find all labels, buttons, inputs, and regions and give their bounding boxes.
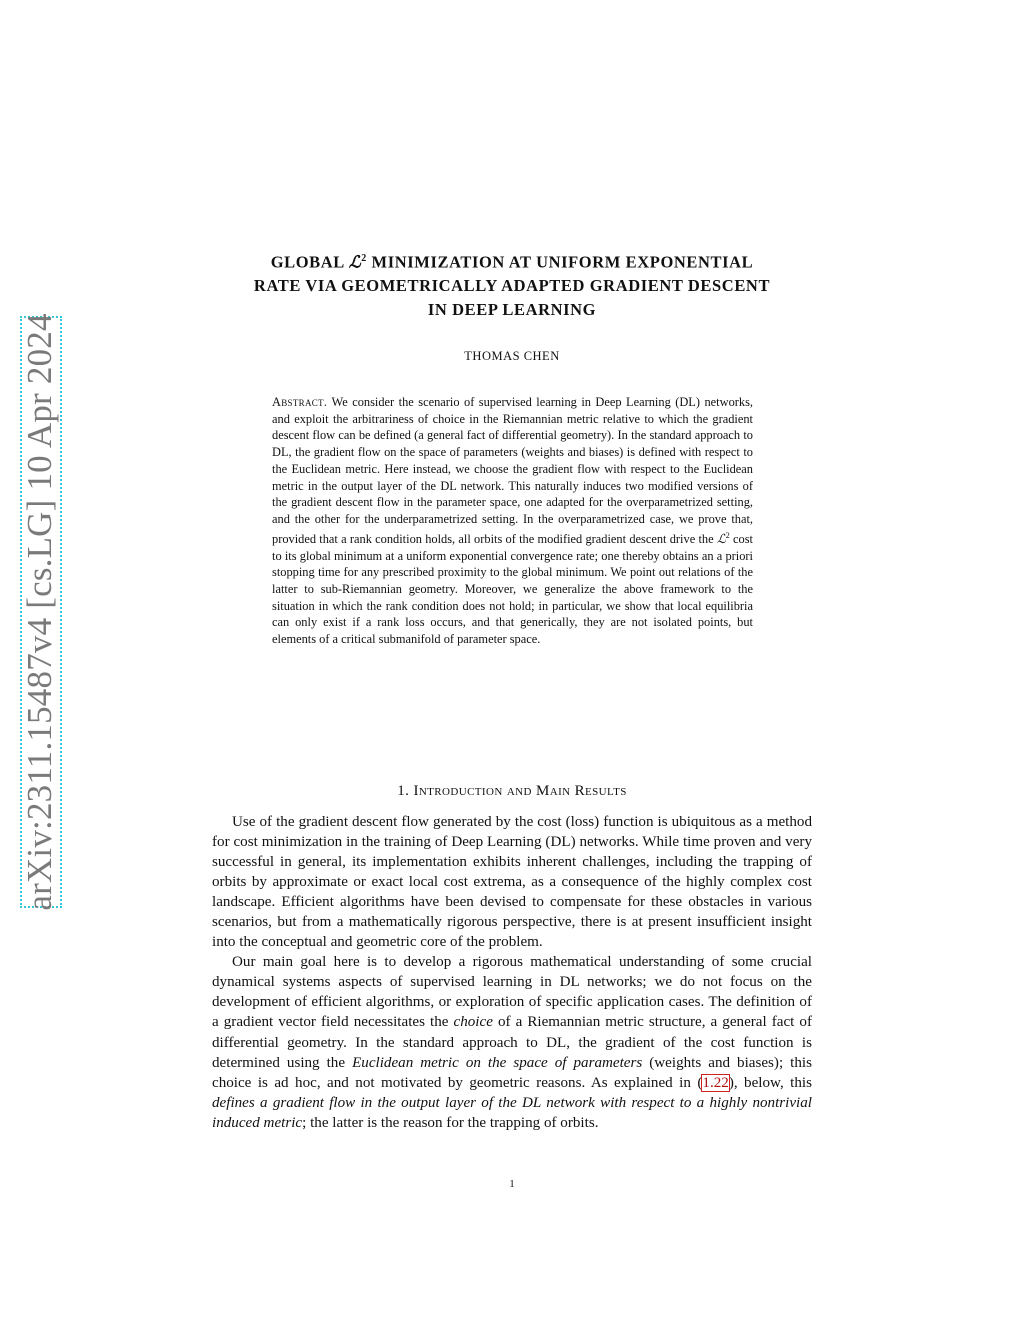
title-line-3: IN DEEP LEARNING — [427, 299, 597, 319]
equation-ref-link[interactable]: 1.22 — [702, 1074, 729, 1091]
abstract-symbol: ℒ — [716, 531, 726, 546]
abstract-label: Abstract. — [272, 395, 328, 409]
title-line-2: RATE VIA GEOMETRICALLY ADAPTED GRADIENT DESCENT — [253, 276, 771, 295]
paper-title — [200, 247, 824, 321]
abstract-text-2: cost to its global minimum at a uniform exponential convergence rate; one thereby obtains an a priori stopping time for any prescribed proximity to the global minimum. We point out relations of the latter to sub-Riemannian geometry. Moreover, we generalize the above framework to the situation in which the rank condition does not hold; in particular, we show that local equilibria can only exist if a rank loss occurs, and that generically, they are not isolated points, but elements of a critical submanifold of parameter space. — [272, 531, 753, 647]
title-symbol: ℒ — [348, 252, 362, 272]
arxiv-stamp: arXiv:2311.15487v4 [cs.LG] 10 Apr 2024 — [20, 313, 59, 911]
section-number: 1. — [397, 783, 410, 799]
page-number: 1 — [509, 1178, 515, 1190]
section-heading — [0, 783, 1024, 800]
p2-emph-choice: choice — [453, 1014, 493, 1031]
paragraph-1: Use of the gradient descent flow generated by the cost (loss) function is ubiquitous as a method for cost minimization in the training of Deep Learning (DL) networks. While time proven and very successful in general, its implementation exhibits inherent challenges, including the trapping of orbits by approximate or exact local cost extrema, as a consequence of the highly complex cost landscape. Efficient algorithms have been devised to compensate for these obstacles in various scenarios, but from a mathematically rigorous perspective, there is at present insufficient insight into the conceptual and geometric core of the problem. — [212, 814, 812, 951]
p2-text-b: of a Riemannian metric structure, a general fact of differential geometry. In the standard approach to DL, the gradient of the cost function is determined using the — [212, 1014, 812, 1071]
abstract-text-1: We consider the scenario of supervised learning in Deep Learning (DL) networks, and exploit the arbitrariness of choice in the Riemannian metric relative to which the gradient descent flow can be defined (a general fact of differential geometry). In the standard approach to DL, the gradient flow on the space of parameters (weights and biases) is defined with respect to the Euclidean metric. Here instead, we choose the gradient flow with respect to the Euclidean metric in the output layer of the DL network. This naturally induces two modified versions of the gradient descent flow in the parameter space, one adapted for the overparametrized setting, and the other for the underparametrized setting. In the overparametrized case, we prove that, provided that a rank condition holds, all orbits of the modified gradient descent drive the — [272, 395, 753, 546]
abstract — [272, 394, 753, 648]
p2-text-c: (weights and biases); this choice is ad hoc, and not motivated by geometric reasons. As explained in ( — [212, 1054, 812, 1091]
author-name: THOMAS CHEN — [464, 349, 560, 363]
paragraph-2 — [212, 952, 812, 1132]
title-line-1 — [200, 247, 824, 274]
p2-text-a: Our main goal here is to develop a rigorous mathematical understanding of some crucial dynamical systems aspects of supervised learning in DL networks; we do not focus on the development of efficient algorithms, or exploration of specific application cases. The definition of a gradient vector field necessitates the — [212, 954, 812, 1031]
title-post: MINIMIZATION AT UNIFORM EXPONENTIAL — [366, 252, 754, 272]
section-title: Introduction and Main Results — [413, 783, 627, 799]
p2-text-d: ), below, this — [728, 1074, 812, 1091]
abstract-exponent: 2 — [725, 530, 730, 540]
p2-emph-defines: defines a gradient flow in the output layer of the DL network with respect to a highly nontrivial induced metric — [212, 1094, 812, 1131]
body-text — [212, 812, 812, 1133]
title-exponent: 2 — [361, 253, 367, 264]
p2-emph-euclidean: Euclidean metric on the space of parameters — [352, 1054, 643, 1071]
title-pre: GLOBAL — [270, 252, 349, 272]
p2-text-e: ; the latter is the reason for the trapping of orbits. — [302, 1114, 599, 1131]
